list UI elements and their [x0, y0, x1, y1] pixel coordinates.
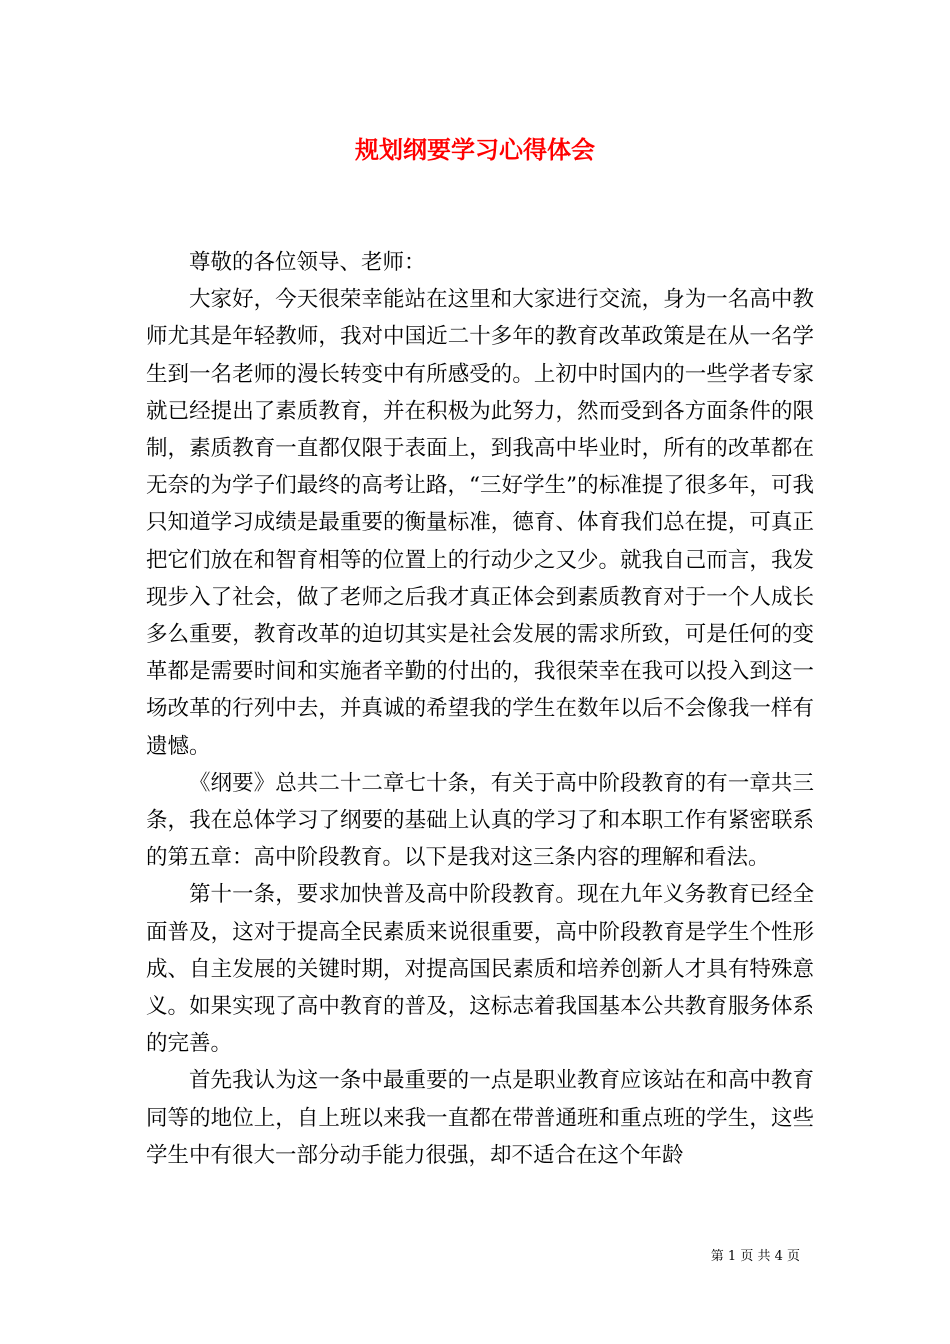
body-paragraph: 首先我认为这一条中最重要的一点是职业教育应该站在和高中教育同等的地位上，自上班以来我一直都在带普通班和重点班的学生，这些学生中有很大一部分动手能力很强，却不适合在这个年龄	[146, 1068, 814, 1168]
body-paragraph: 第十一条，要求加快普及高中阶段教育。现在九年义务教育已经全面普及，这对于提高全民素质来说很重要，高中阶段教育是学生个性形成、自主发展的关键时期，对提高国民素质和培养创新人才具有特殊意义。如果实现了高中教育的普及，这标志着我国基本公共教育服务体系的完善。	[146, 882, 814, 1057]
document-body	[146, 244, 814, 1174]
body-paragraph: 《纲要》总共二十二章七十条，有关于高中阶段教育的有一章共三条，我在总体学习了纲要的基础上认真的学习了和本职工作有紧密联系的第五章：高中阶段教育。以下是我对这三条内容的理解和看法。	[146, 770, 814, 871]
body-paragraph: 大家好，今天很荣幸能站在这里和大家进行交流，身为一名高中教师尤其是年轻教师，我对中国近二十多年的教育改革政策是在从一名学生到一名老师的漫长转变中有所感受的。上初中时国内的一些学者专家就已经提出了素质教育，并在积极为此努力，然而受到各方面条件的限制，素质教育一直都仅限于表面上，到我高中毕业时，所有的改革都在无奈的为学子们最终的高考让路，“三好学生”的标准提了很多年，可我只知道学习成绩是最重要的衡量标准，德育、体育我们总在提，可真正把它们放在和智育相等的位置上的行动少之又少。就我自己而言，我发现步入了社会，做了老师之后我才真正体会到素质教育对于一个人成长多么重要，教育改革的迫切其实是社会发展的需求所致，可是任何的变革都是需要时间和实施者辛勤的付出的，我很荣幸在我可以投入到这一场改革的行列中去，并真诚的希望我的学生在数年以后不会像我一样有遗憾。	[146, 287, 814, 759]
page-number-footer: 第 1 页 共 4 页	[710, 1249, 800, 1264]
page-title: 规划纲要学习心得体会	[355, 135, 595, 164]
salutation-paragraph: 尊敬的各位领导、老师：	[189, 250, 426, 275]
